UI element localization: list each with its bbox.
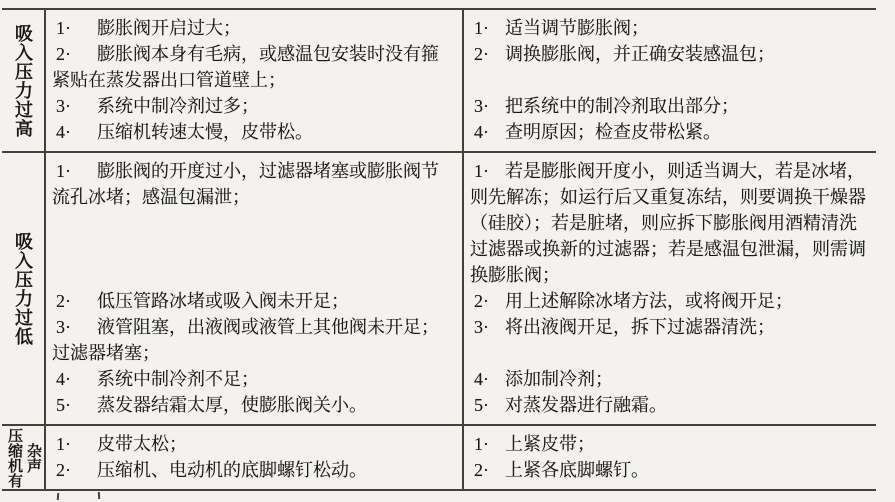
item-text: 添加制冷剂； <box>505 369 613 389</box>
scan-artifact-tick <box>57 493 59 500</box>
fault-label-suction-low <box>2 153 46 424</box>
item-number: 1· <box>474 434 489 454</box>
cause-item <box>52 366 454 392</box>
cause-item <box>52 314 454 366</box>
item-text: 膨胀阀开启过大； <box>97 18 241 38</box>
cause-remedy-pair <box>46 153 876 288</box>
item-text: 查明原因；检查皮带松紧。 <box>505 122 721 142</box>
remedy-cell <box>464 392 876 424</box>
item-text: 皮带太松； <box>97 434 187 454</box>
cause-remedy-pair <box>46 288 876 314</box>
remedy-item <box>470 41 870 67</box>
cause-item <box>52 15 454 41</box>
item-number: 1· <box>56 161 71 181</box>
fault-label-text: 吸入压力过高 <box>13 23 33 138</box>
cause-cell <box>46 426 464 457</box>
cause-cell <box>46 366 464 392</box>
item-text: 压缩机转速太慢，皮带松。 <box>97 122 313 142</box>
cause-remedy-pair <box>46 392 876 424</box>
remedy-cell <box>464 10 876 41</box>
item-number: 5· <box>474 395 489 415</box>
item-number: 1· <box>56 18 71 38</box>
remedy-cell <box>464 426 876 457</box>
cause-remedy-pair <box>46 41 876 93</box>
item-number: 2· <box>474 460 489 480</box>
remedy-item <box>470 366 870 392</box>
item-text: 系统中制冷剂过多； <box>97 96 259 116</box>
item-number: 3· <box>474 317 489 337</box>
cause-remedy-pair <box>46 10 876 41</box>
cause-remedy-pair <box>46 366 876 392</box>
item-number: 2· <box>56 44 71 64</box>
cause-cell <box>46 41 464 93</box>
item-text: 用上述解除冰堵方法，或将阀开足； <box>505 291 793 311</box>
remedy-cell <box>464 457 876 489</box>
item-number: 4· <box>56 369 71 389</box>
item-number: 3· <box>56 317 71 337</box>
fault-troubleshooting-table <box>2 8 876 491</box>
fault-row-suction-pressure-low <box>2 151 876 424</box>
cause-cell <box>46 119 464 151</box>
section-content <box>46 426 876 489</box>
item-text: 上紧各底脚螺钉。 <box>505 460 649 480</box>
item-text: 低压管路冰堵或吸入阀未开足； <box>97 291 349 311</box>
cause-remedy-pair <box>46 93 876 119</box>
cause-cell <box>46 314 464 366</box>
cause-cell <box>46 288 464 314</box>
fault-label-text: 压缩机有 <box>6 427 22 488</box>
item-number: 2· <box>474 291 489 311</box>
item-text: 调换膨胀阀，并正确安装感温包； <box>505 44 775 64</box>
item-number: 1· <box>56 434 71 454</box>
item-text: 上紧皮带； <box>505 434 595 454</box>
cause-item <box>52 288 454 314</box>
remedy-item <box>470 288 870 314</box>
item-number: 3· <box>56 96 71 116</box>
item-text: 压缩机、电动机的底脚螺钉松动。 <box>97 460 367 480</box>
item-number: 2· <box>56 291 71 311</box>
remedy-item <box>470 314 870 340</box>
remedy-item <box>470 457 870 483</box>
item-text: 膨胀阀的开度过小，过滤器堵塞或膨胀阀节流孔冰堵；感温包漏泄； <box>52 161 439 207</box>
cause-cell <box>46 153 464 288</box>
item-text: 将出液阀开足，拆下过滤器清洗； <box>505 317 775 337</box>
fault-row-compressor-noise <box>2 424 876 489</box>
remedy-item <box>470 93 870 119</box>
cause-item <box>52 392 454 418</box>
remedy-cell <box>464 41 876 93</box>
remedy-cell <box>464 366 876 392</box>
remedy-item <box>470 119 870 145</box>
cause-item <box>52 41 454 93</box>
fault-label-text: 杂声 <box>25 442 41 473</box>
remedy-cell <box>464 288 876 314</box>
item-text: 系统中制冷剂不足； <box>97 369 259 389</box>
item-text: 把系统中的制冷剂取出部分； <box>505 96 739 116</box>
item-number: 3· <box>474 96 489 116</box>
item-number: 2· <box>56 460 71 480</box>
section-content <box>46 10 876 151</box>
cause-item <box>52 93 454 119</box>
cause-remedy-pair <box>46 426 876 457</box>
remedy-cell <box>464 119 876 151</box>
remedy-item <box>470 158 870 288</box>
item-text: 适当调节膨胀阀； <box>505 18 649 38</box>
cause-item <box>52 457 454 483</box>
remedy-item <box>470 392 870 418</box>
item-number: 1· <box>474 161 489 181</box>
fault-row-suction-pressure-high <box>2 10 876 151</box>
item-text: 对蒸发器进行融霜。 <box>505 395 667 415</box>
remedy-cell <box>464 314 876 366</box>
item-text: 膨胀阀本身有毛病，或感温包安装时没有箍紧贴在蒸发器出口管道壁上； <box>52 44 439 90</box>
cause-cell <box>46 10 464 41</box>
section-content <box>46 153 876 424</box>
item-number: 4· <box>474 369 489 389</box>
cause-cell <box>46 457 464 489</box>
cause-cell <box>46 392 464 424</box>
cause-item <box>52 119 454 145</box>
remedy-cell <box>464 93 876 119</box>
item-number: 2· <box>474 44 489 64</box>
item-number: 4· <box>474 122 489 142</box>
item-text: 液管阻塞，出液阀或液管上其他阀未开足；过滤器堵塞； <box>52 317 439 363</box>
cause-remedy-pair <box>46 314 876 366</box>
fault-label-compressor-noise <box>2 426 46 489</box>
remedy-item <box>470 431 870 457</box>
cause-item <box>52 431 454 457</box>
cause-item <box>52 158 454 210</box>
item-number: 5· <box>56 395 71 415</box>
cause-cell <box>46 93 464 119</box>
fault-label-suction-high <box>2 10 46 151</box>
cause-remedy-pair <box>46 457 876 489</box>
remedy-item <box>470 15 870 41</box>
item-number: 1· <box>474 18 489 38</box>
remedy-cell <box>464 153 876 288</box>
fault-label-text: 吸入压力过低 <box>13 231 33 346</box>
scan-artifact-tick <box>98 492 100 499</box>
item-text: 若是膨胀阀开度小，则适当调大，若是冰堵，则先解冻；如运行后又重复冻结，则要调换干燥器（硅胶）；若是脏堵，则应拆下膨胀阀用酒精清洗过滤器或换新的过滤器；若是感温包泄漏，则需调换膨胀阀； <box>470 161 866 285</box>
cause-remedy-pair <box>46 119 876 151</box>
item-text: 蒸发器结霜太厚，使膨胀阀关小。 <box>97 395 367 415</box>
item-number: 4· <box>56 122 71 142</box>
